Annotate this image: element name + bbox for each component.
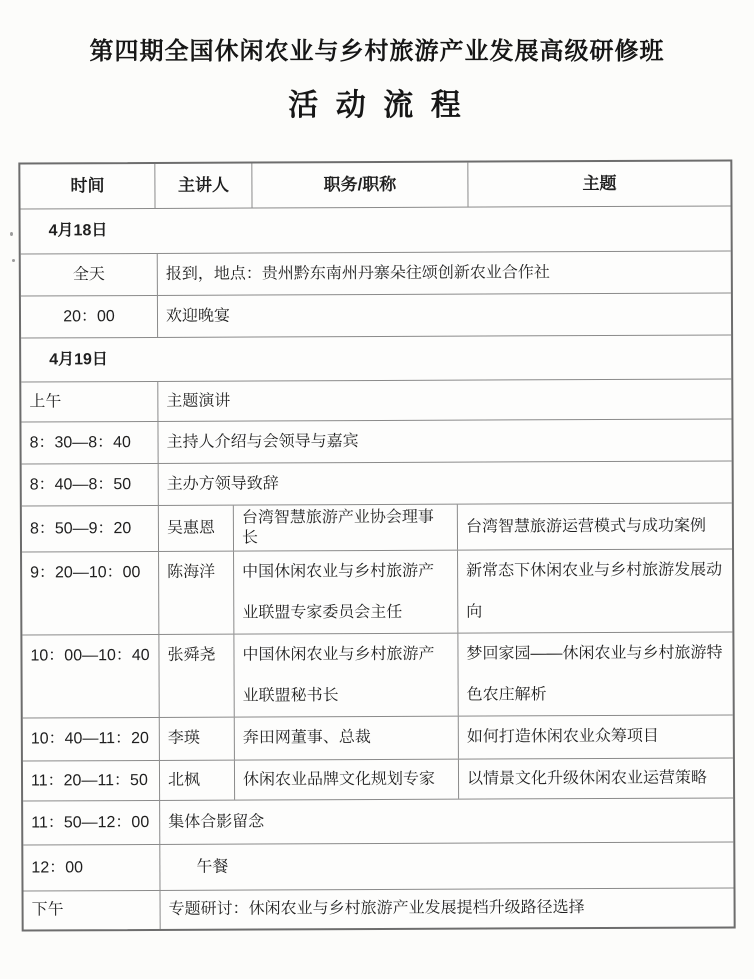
date-cell: 4月18日 [48, 222, 108, 240]
speaker-cell: 李瑛 [160, 718, 235, 760]
time-cell: 10：00—10：40 [22, 635, 159, 718]
table-row-speech-liying [23, 715, 733, 761]
column-header-time: 时间 [20, 164, 155, 209]
time-cell: 20：00 [21, 296, 158, 338]
document-title: 第四期全国休闲农业与乡村旅游产业发展高级研修班 [89, 39, 665, 65]
table-header-row [20, 161, 730, 209]
speaker-cell: 张舜尧 [159, 635, 234, 717]
time-cell: 10：40—11：20 [23, 718, 160, 761]
content-cell: 集体合影留念 [168, 812, 265, 831]
document-subtitle: 活 动 流 程 [288, 89, 466, 122]
content-cell: 欢迎晚宴 [165, 307, 231, 325]
speaker-cell: 吴惠恩 [159, 506, 234, 551]
table-row-welcome-dinner [21, 293, 731, 338]
time-cell: 全天 [21, 254, 158, 296]
content-cell: 午餐 [196, 858, 229, 876]
time-cell: 8：40—8：50 [22, 464, 159, 506]
table-row-date-apr18 [21, 206, 731, 254]
column-header-topic: 主题 [582, 174, 617, 194]
topic-cell: 台湾智慧旅游运营模式与成功案例 [465, 517, 706, 536]
time-cell: 下午 [24, 891, 161, 930]
time-cell: 11：20—11：50 [23, 761, 160, 801]
table-row-speech-zhangshunyao [22, 632, 732, 718]
role-cell: 中国休闲农业与乡村旅游产业联盟秘书长 [234, 634, 458, 717]
role-cell: 奔田网董事、总裁 [235, 717, 459, 760]
time-cell: 11：50—12：00 [23, 801, 160, 845]
table-row-speech-beifeng [23, 758, 733, 801]
table-row-speech-wuhuien [22, 503, 732, 552]
time-cell: 12：00 [23, 845, 160, 891]
schedule-table [18, 159, 735, 931]
table-row-date-apr19 [21, 335, 731, 382]
table-row-morning-keynote [21, 379, 731, 422]
table-row-host-intro [21, 419, 731, 464]
speaker-cell: 北枫 [160, 761, 235, 800]
topic-cell: 梦回家园——休闲农业与乡村旅游特色农庄解析 [466, 644, 723, 704]
time-cell: 8：50—9：20 [22, 506, 159, 552]
role-cell: 台湾智慧旅游产业协会理事长 [234, 505, 458, 551]
role-cell: 休闲农业品牌文化规划专家 [235, 760, 459, 800]
topic-cell: 新常态下休闲农业与乡村旅游发展动向 [466, 561, 723, 621]
time-cell: 上午 [21, 382, 158, 422]
time-cell: 9：20—10：00 [22, 552, 159, 635]
role-cell: 中国休闲农业与乡村旅游产业联盟专家委员会主任 [234, 551, 458, 634]
scan-speck [10, 232, 13, 236]
content-cell: 主题演讲 [166, 392, 231, 410]
column-header-speaker: 主讲人 [155, 164, 252, 208]
content-cell: 主办方领导致辞 [166, 474, 279, 493]
topic-cell: 如何打造休闲农业众筹项目 [466, 727, 659, 746]
table-row-speech-chenhaiyang [22, 549, 732, 635]
column-header-role: 职务/职称 [252, 163, 468, 208]
time-cell: 8：30—8：40 [21, 422, 158, 464]
table-row-group-photo [23, 798, 733, 845]
table-row-afternoon-seminar [24, 888, 734, 929]
speaker-cell: 陈海洋 [159, 552, 234, 634]
table-row-opening-speech [22, 461, 732, 506]
topic-cell: 以情景文化升级休闲农业运营策略 [466, 769, 708, 788]
content-cell: 专题研讨：休闲农业与乡村旅游产业发展提档升级路径选择 [168, 899, 585, 918]
content-cell: 报到，地点：贵州黔东南州丹寨朵往颂创新农业合作社 [165, 263, 550, 283]
scan-speck [12, 259, 15, 262]
date-cell: 4月19日 [49, 350, 108, 368]
table-row-registration [21, 251, 731, 296]
table-row-lunch [23, 842, 733, 891]
content-cell: 主持人介绍与会领导与嘉宾 [166, 432, 359, 451]
